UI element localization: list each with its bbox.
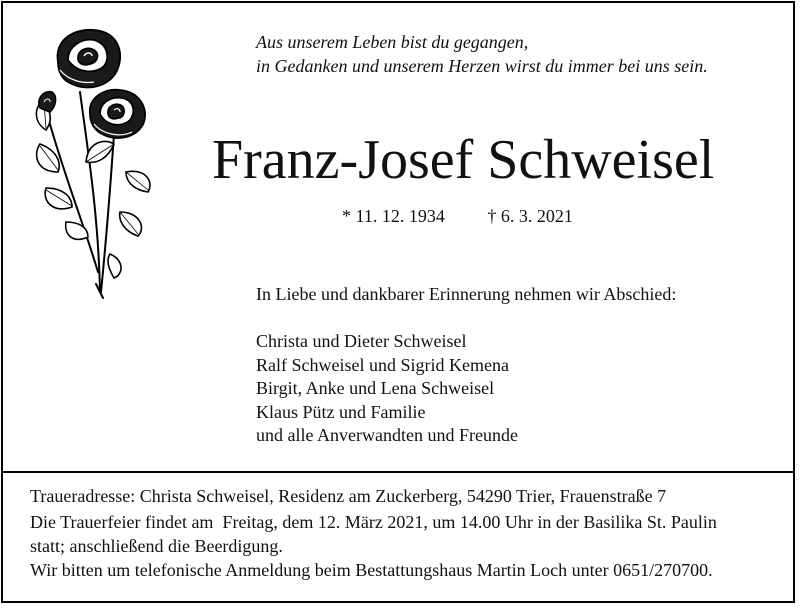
life-dates <box>342 204 573 228</box>
mourners-list <box>256 330 518 448</box>
mourner-line: Ralf Schweisel und Sigrid Kemena <box>256 354 509 375</box>
mourner-line: Klaus Pütz und Familie <box>256 401 426 422</box>
farewell-text: In Liebe und dankbarer Erinnerung nehmen wir Abschied: <box>256 284 677 304</box>
deceased-name: Franz-Josef Schweisel <box>212 129 715 191</box>
section-divider <box>1 471 795 473</box>
ceremony-line-1: Die Trauerfeier findet am Freitag, dem 12. März 2021, um 14.00 Uhr in der Basilika St. Paulin <box>30 512 717 532</box>
quote-line-1: Aus unserem Leben bist du gegangen, <box>256 32 529 52</box>
funeral-details <box>30 484 780 582</box>
mourner-line: Birgit, Anke und Lena Schweisel <box>256 378 495 398</box>
birth-date: * 11. 12. 1934 <box>342 206 445 226</box>
contact-line: Wir bitten um telefonische Anmeldung beim Bestattungshaus Martin Loch unter 0651/270700. <box>30 560 713 580</box>
death-date: † 6. 3. 2021 <box>487 206 573 226</box>
roses-illustration-icon <box>28 22 163 302</box>
ceremony-line-2: statt; anschließend die Beerdigung. <box>30 536 283 556</box>
quote-line-2: in Gedanken und unserem Herzen wirst du immer bei uns sein. <box>256 56 708 76</box>
mourner-line: Christa und Dieter Schweisel <box>256 331 467 351</box>
mourning-address: Traueradresse: Christa Schweisel, Residenz am Zuckerberg, 54290 Trier, Frauenstraße 7 <box>30 486 667 506</box>
memorial-quote <box>256 30 786 78</box>
mourner-line: und alle Anverwandten und Freunde <box>256 425 518 445</box>
